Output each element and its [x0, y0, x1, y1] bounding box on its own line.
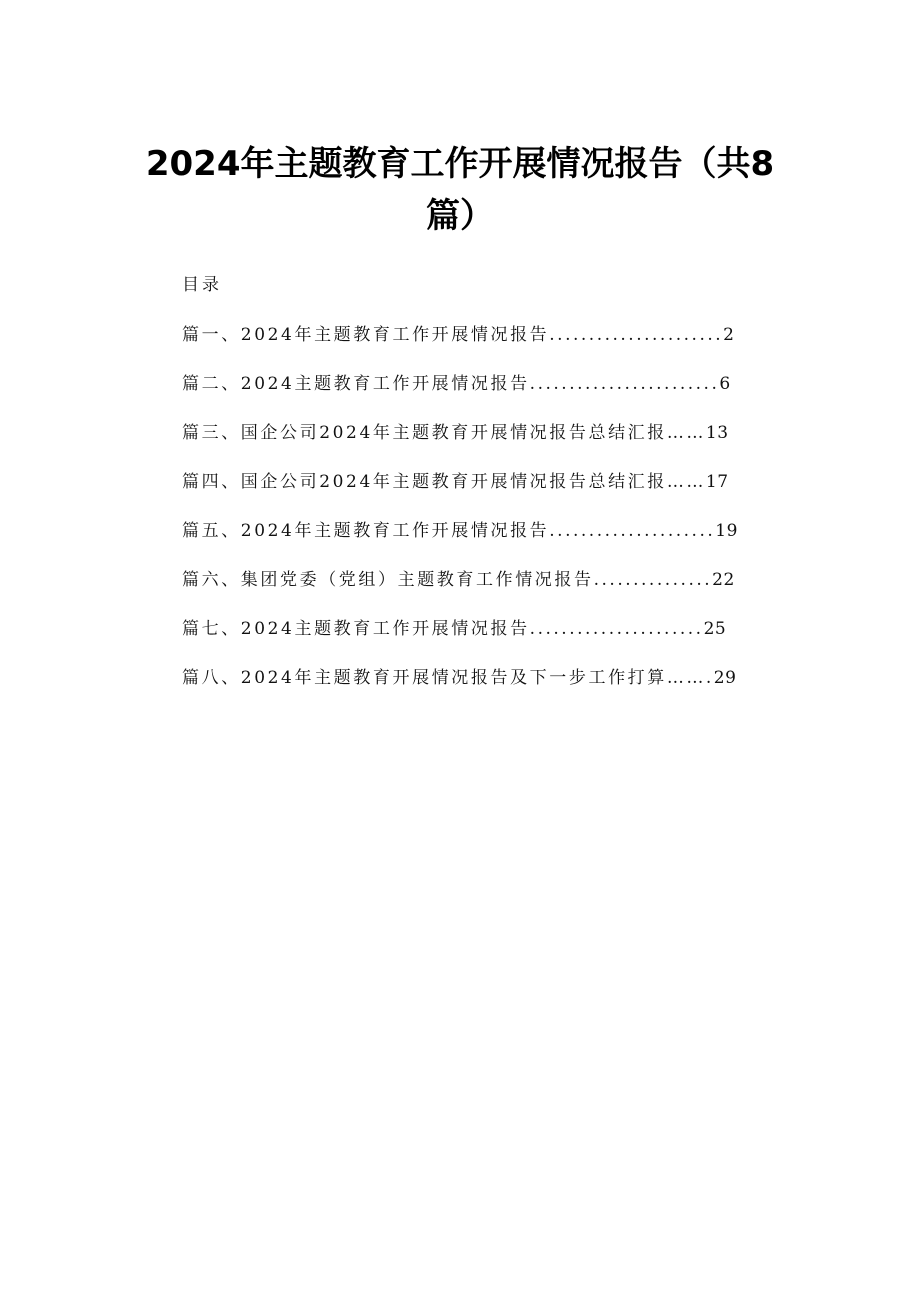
toc-entry-title: 篇七、2024主题教育工作开展情况报告 — [182, 619, 530, 639]
toc-entry[interactable] — [182, 369, 782, 418]
toc-leader-dots: ...................... — [549, 325, 724, 345]
toc-page-number: 2 — [723, 325, 735, 345]
toc-entry-title: 篇六、集团党委（党组）主题教育工作情况报告 — [182, 570, 594, 590]
toc-leader-dots: ............... — [593, 570, 713, 590]
toc-entry[interactable] — [182, 467, 782, 516]
toc-page-number: 6 — [719, 374, 731, 394]
toc-entry[interactable] — [182, 516, 782, 565]
toc-entry-title: 篇八、2024年主题教育开展情况报告及下一步工作打算 — [182, 668, 667, 688]
toc-heading: 目录 — [182, 275, 222, 295]
toc-leader-dots: …… — [666, 423, 706, 443]
toc-entry-title: 篇三、国企公司2024年主题教育开展情况报告总结汇报 — [182, 423, 667, 443]
toc-page-number: 17 — [705, 472, 729, 492]
toc-entry[interactable] — [182, 614, 782, 663]
toc-entry-title: 篇二、2024主题教育工作开展情况报告 — [182, 374, 530, 394]
toc-entry-title: 篇五、2024年主题教育工作开展情况报告 — [182, 521, 550, 541]
toc-leader-dots: ……. — [666, 668, 714, 688]
document-title: 2024年主题教育工作开展情况报告（共8篇） — [145, 144, 775, 236]
toc-page-number: 19 — [715, 521, 738, 541]
toc-leader-dots: ..................... — [549, 521, 716, 541]
toc-entry[interactable] — [182, 565, 782, 614]
toc-page-number: 29 — [713, 668, 737, 688]
toc-leader-dots: …… — [666, 472, 706, 492]
toc-page-number: 22 — [712, 570, 735, 590]
toc-entry-title: 篇四、国企公司2024年主题教育开展情况报告总结汇报 — [182, 472, 667, 492]
toc-leader-dots: ........................ — [529, 374, 720, 394]
table-of-contents — [182, 320, 782, 712]
toc-entry-title: 篇一、2024年主题教育工作开展情况报告 — [182, 325, 550, 345]
toc-entry[interactable] — [182, 418, 782, 467]
toc-entry[interactable] — [182, 663, 782, 712]
toc-page-number: 25 — [703, 619, 727, 639]
toc-entry[interactable] — [182, 320, 782, 369]
toc-leader-dots: ...................... — [529, 619, 704, 639]
toc-page-number: 13 — [705, 423, 729, 443]
